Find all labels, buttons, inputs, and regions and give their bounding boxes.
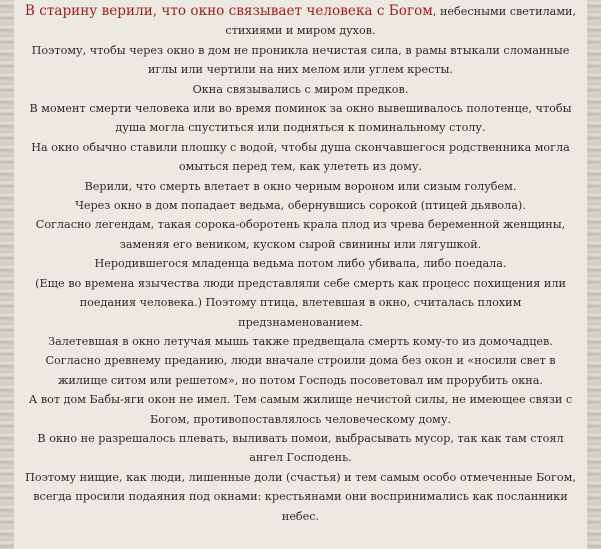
article-body <box>20 2 581 526</box>
paragraph: Через окно в дом попадает ведьма, обернувшись сорокой (птицей дьявола). <box>75 199 526 213</box>
intro-paragraph <box>20 2 581 41</box>
paragraph: Поэтому нищие, как люди, лишенные доли (счастья) и тем самым особо отмеченные Богом, всегда просили подаяния под окнами: крестьянами они воспринимались как посланники небес. <box>25 470 576 523</box>
paragraph: В окно не разрешалось плевать, выливать помои, выбрасывать мусор, так как там стоял ангел Господень. <box>37 431 564 465</box>
paragraph: На окно обычно ставили плошку с водой, чтобы душа скончавшегося родственника могла омыться перед тем, как улететь из дому. <box>31 140 570 174</box>
headline-continuation: , небесными светилами, стихиями и миром духов. <box>225 5 577 38</box>
paragraph: Залетевшая в окно летучая мышь также предвещала смерть кому-то из домочадцев. <box>48 334 553 348</box>
paragraph: Окна связывались с миром предков. <box>192 82 409 96</box>
paragraph: А вот дом Бабы-яги окон не имел. Тем самым жилище нечистой силы, не имеющее связи с Богом, противопоставлялось человеческому дому. <box>28 393 573 426</box>
paragraph: (Еще во времена язычества люди представляли себе смерть как процесс похищения или поедания человека.) Поэтому птица, влетевшая в окно, считалась плохим предзнаменованием. <box>35 276 566 329</box>
article-page <box>14 0 587 549</box>
paragraph: В момент смерти человека или во время поминок за окно вывешивалось полотенце, чтобы душа могла спуститься или подняться к поминальному столу. <box>29 102 572 135</box>
paragraph: Верили, что смерть влетает в окно черным вороном или сизым голубем. <box>84 179 517 193</box>
paragraph: Согласно легендам, такая сорока-оборотень крала плод из чрева беременной женщины, заменяя его веником, куском сырой свинины или лягушкой. <box>35 218 566 251</box>
right-border-texture <box>585 0 601 549</box>
paragraph: Согласно древнему преданию, люди вначале строили дома без окон и «носили свет в жилище ситом или решетом», но потом Господь посоветовал им прорубить окна. <box>45 354 556 387</box>
headline: В старину верили, что окно связывает человека с Богом <box>24 3 433 19</box>
paragraph: Поэтому, чтобы через окно в дом не проникла нечистая сила, в рамы втыкали сломанные иглы или чертили на них мелом или углем кресты. <box>31 43 570 77</box>
paragraph: Неродившегося младенца ведьма потом либо убивала, либо поедала. <box>94 257 507 271</box>
